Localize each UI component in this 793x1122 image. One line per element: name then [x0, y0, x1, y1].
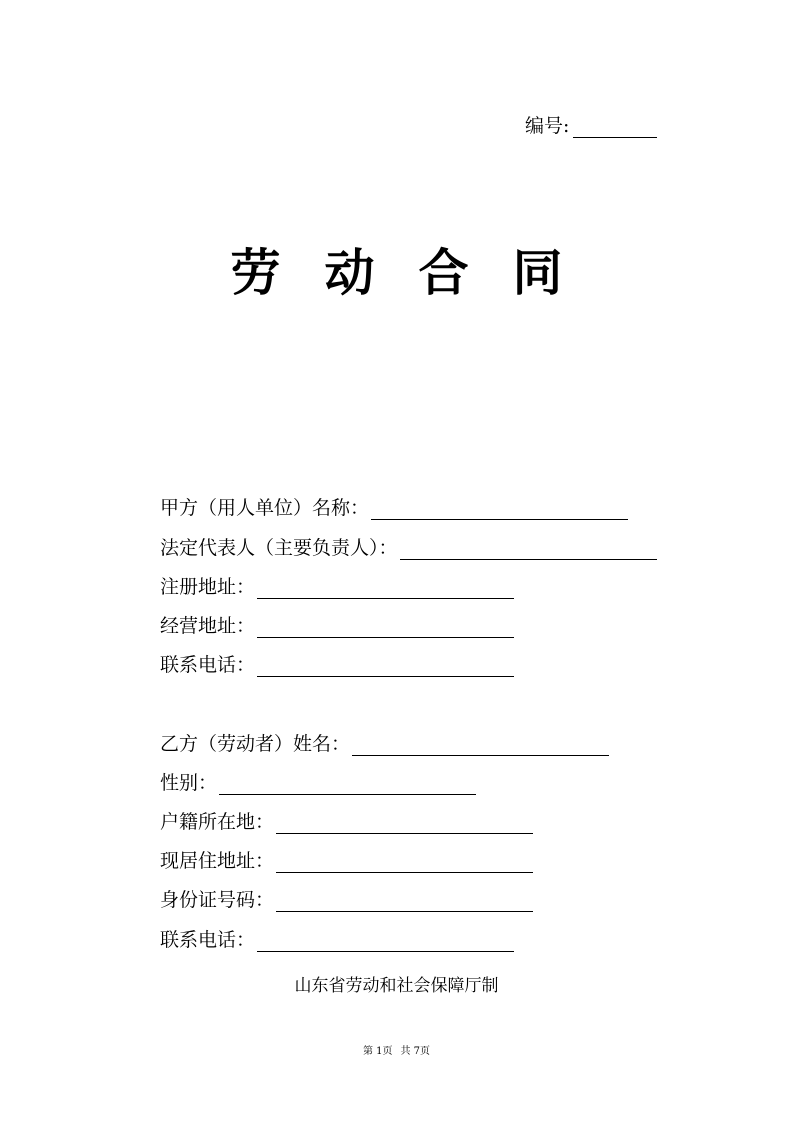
- gender-field: [160, 771, 476, 795]
- business-address-label: 经营地址：: [160, 615, 256, 637]
- party-a-phone-label: 联系电话：: [160, 654, 256, 676]
- page-number: 第 1页: [362, 1046, 393, 1057]
- issuer-text: 山东省劳动和社会保障厅制: [294, 976, 499, 996]
- business-address-blank: [257, 617, 514, 638]
- gender-blank: [219, 774, 476, 795]
- party-a-phone-field: [160, 653, 514, 677]
- business-address-field: [160, 614, 514, 638]
- serial-number-label: 编号:: [525, 115, 570, 137]
- current-address-field: [160, 849, 533, 873]
- party-a-name-blank: [371, 499, 628, 520]
- registered-address-field: [160, 575, 514, 599]
- legal-representative-blank: [400, 539, 657, 560]
- page-total: 共 7页: [400, 1046, 431, 1057]
- serial-number-blank: [573, 119, 657, 138]
- household-registration-field: [160, 810, 533, 834]
- party-a-name-field: [160, 496, 628, 520]
- id-number-label: 身份证号码：: [160, 889, 275, 911]
- registered-address-blank: [257, 578, 514, 599]
- party-b-phone-field: [160, 928, 514, 952]
- party-a-phone-blank: [257, 656, 514, 677]
- current-address-blank: [276, 852, 533, 873]
- party-b-phone-label: 联系电话：: [160, 929, 256, 951]
- household-registration-blank: [276, 813, 533, 834]
- party-b-name-label: 乙方（劳动者）姓名：: [160, 733, 351, 755]
- gender-label: 性别：: [160, 772, 218, 794]
- party-b-name-field: [160, 732, 609, 756]
- party-b-name-blank: [352, 735, 609, 756]
- registered-address-label: 注册地址：: [160, 576, 256, 598]
- serial-number: [525, 114, 657, 138]
- id-number-blank: [276, 891, 533, 912]
- party-b-phone-blank: [257, 931, 514, 952]
- current-address-label: 现居住地址：: [160, 850, 275, 872]
- legal-representative-label: 法定代表人（主要负责人）：: [160, 537, 398, 559]
- legal-representative-field: [160, 536, 657, 560]
- document-title: 劳动合同: [230, 244, 607, 302]
- page-footer: [0, 1045, 793, 1059]
- id-number-field: [160, 888, 533, 912]
- party-a-name-label: 甲方（用人单位）名称：: [160, 497, 370, 519]
- household-registration-label: 户籍所在地：: [160, 811, 275, 833]
